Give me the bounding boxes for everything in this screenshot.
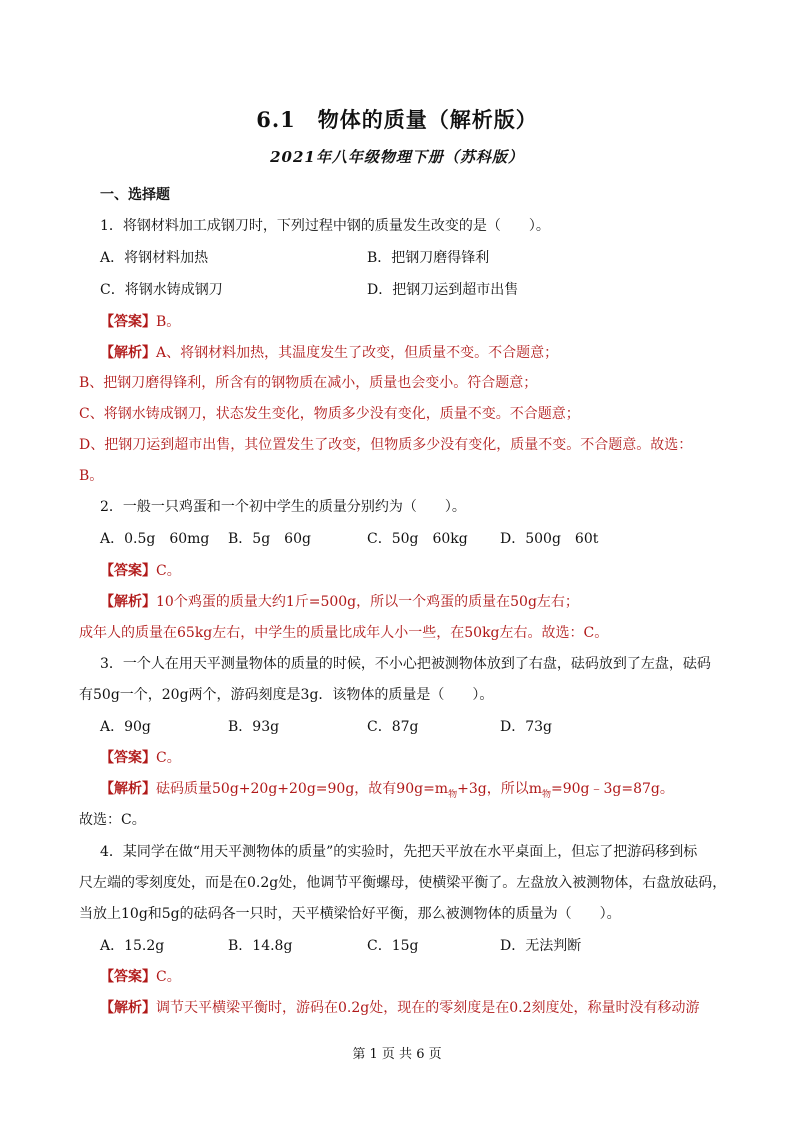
answer-text: C。 [156, 750, 181, 766]
q3-analysis-1 [100, 779, 674, 805]
q2-option-a: A．0.5g 60mg [100, 531, 210, 547]
q4-option-a: A．15.2g [100, 938, 165, 954]
q1-option-a: A．将钢材料加热 [100, 250, 209, 266]
answer-tag: 【答案】 [100, 563, 156, 579]
q1-analysis-5: B。 [79, 468, 104, 484]
q2-analysis-2: 成年人的质量在65kg左右，中学生的质量比成年人小一些，在50kg左右。故选：C。 [79, 625, 609, 641]
q4-option-c: C．15g [367, 938, 419, 954]
q2-option-d: D．500g 60t [500, 531, 599, 547]
q1-analysis-4: D、把钢刀运到超市出售，其位置发生了改变，但物质多少没有变化，质量不变。不合题意。故选： [79, 437, 693, 453]
answer-tag: 【答案】 [100, 969, 156, 985]
q1-option-d: D．把钢刀运到超市出售 [367, 282, 519, 298]
q1-option-c: C．将钢水铸成钢刀 [100, 282, 223, 298]
page-footer: 第 1 页 共 6 页 [352, 1047, 442, 1062]
q4-analysis-1 [100, 998, 700, 1018]
analysis-text-part-3: =90g﹣3g=87g。 [551, 781, 674, 797]
analysis-text: A、将钢材料加热，其温度发生了改变，但质量不变。不合题意； [156, 345, 559, 361]
document-title: 6.1 物体的质量（解析版） [256, 107, 538, 132]
q2-answer [100, 561, 181, 581]
analysis-tag: 【解析】 [100, 1000, 156, 1016]
q4-option-d: D．无法判断 [500, 938, 582, 954]
answer-text: C。 [156, 563, 181, 579]
q3-analysis-2: 故选：C。 [79, 812, 146, 828]
answer-text: B。 [156, 314, 181, 330]
subscript: 物 [541, 789, 551, 800]
q3-option-a: A．90g [100, 719, 151, 735]
analysis-tag: 【解析】 [100, 594, 156, 610]
q2-option-b: B．5g 60g [228, 531, 311, 547]
analysis-tag: 【解析】 [100, 781, 156, 797]
q3-option-c: C．87g [367, 719, 419, 735]
analysis-text: 调节天平横梁平衡时，游码在0.2g处，现在的零刻度是在0.2刻度处，称量时没有移动游 [156, 1000, 700, 1016]
q3-stem-line-1: 3．一个人在用天平测量物体的质量的时候，不小心把被测物体放到了右盘，砝码放到了左盘，砝码 [100, 656, 711, 672]
q1-stem: 1．将钢材料加工成钢刀时，下列过程中钢的质量发生改变的是（ ）。 [100, 218, 550, 234]
q1-analysis-3: C、将钢水铸成钢刀，状态发生变化，物质多少没有变化，质量不变。不合题意； [79, 406, 580, 422]
analysis-text-part-2: +3g，所以m [457, 781, 542, 797]
q2-analysis-1 [100, 592, 579, 612]
analysis-text: 10个鸡蛋的质量大约1斤=500g，所以一个鸡蛋的质量在50g左右； [156, 594, 579, 610]
answer-tag: 【答案】 [100, 314, 156, 330]
q1-analysis-2: B、把钢刀磨得锋利，所含有的钢物质在减小，质量也会变小。符合题意； [79, 375, 538, 391]
subscript: 物 [448, 789, 458, 800]
document-subtitle: 2021年八年级物理下册（苏科版） [270, 148, 524, 166]
section-heading: 一、选择题 [100, 187, 170, 203]
q4-stem-line-3: 当放上10g和5g的砝码各一只时，天平横梁恰好平衡，那么被测物体的质量为（ ）。 [79, 906, 621, 922]
q3-option-d: D．73g [500, 719, 553, 735]
q1-analysis-1 [100, 343, 558, 363]
q1-option-b: B．把钢刀磨得锋利 [367, 250, 490, 266]
q4-option-b: B．14.8g [228, 938, 293, 954]
q4-stem-line-1: 4．某同学在做“用天平测物体的质量”的实验时，先把天平放在水平桌面上，但忘了把游码移到标 [100, 844, 698, 860]
analysis-text-part-1: 砝码质量50g+20g+20g=90g，故有90g=m [156, 781, 449, 797]
q1-answer [100, 312, 180, 332]
q4-answer [100, 967, 181, 987]
q3-option-b: B．93g [228, 719, 280, 735]
answer-tag: 【答案】 [100, 750, 156, 766]
answer-text: C。 [156, 969, 181, 985]
q2-stem: 2．一般一只鸡蛋和一个初中学生的质量分别约为（ ）。 [100, 499, 466, 515]
q3-answer [100, 748, 181, 768]
analysis-tag: 【解析】 [100, 345, 156, 361]
q4-stem-line-2: 尺左端的零刻度处，而是在0.2g处，他调节平衡螺母，使横梁平衡了。左盘放入被测物体，右盘放砝码， [79, 875, 727, 891]
q2-option-c: C．50g 60kg [367, 531, 468, 547]
q3-stem-line-2: 有50g一个，20g两个，游码刻度是3g．该物体的质量是（ ）。 [79, 687, 494, 703]
